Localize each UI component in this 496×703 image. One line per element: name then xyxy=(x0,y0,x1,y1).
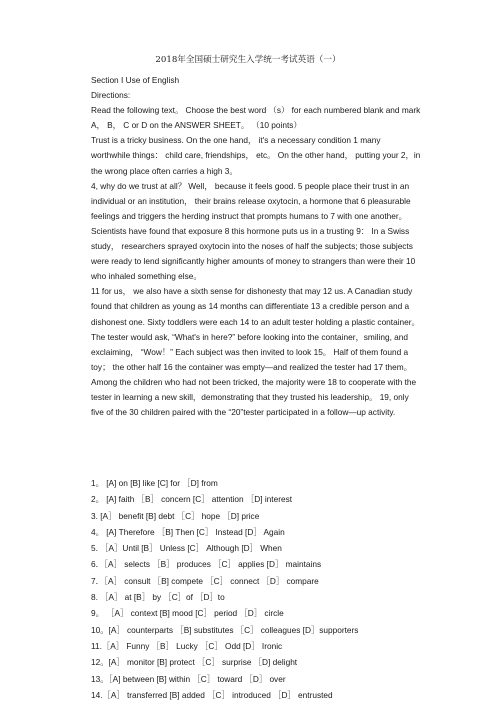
section-heading: Section I Use of English xyxy=(91,75,180,85)
option-line-1: 1。 [A] on [B] like [C] for ［D] from xyxy=(91,478,218,488)
option-line-14: 14.［A］ transferred [B] added ［C］ introduced ［D］ entrusted xyxy=(91,689,333,700)
directions-label: Directions: xyxy=(91,90,131,101)
paragraph-2: 4, why do we trust at all？ Well， because it feels good. 5 people place their trust in an individual or an institution， their brains release oxytocin, a hormone that 6 pleasurable feelings and triggers the herding instruct that prompts humans to 7 with one another。Scientists have found that exposure 8 this hormone puts us in a trusting 9： In a Swiss study， researchers sprayed oxytocin into the noses of half the subjects; those subjects were ready to lend significantly higher amounts of money to strangers than were their 10 who inhaled something else。 xyxy=(91,180,416,282)
option-line-5: 5. ［A］Until [B］ Unless [C］ Although [D］ When xyxy=(91,543,282,554)
option-line-9: 9。 ［A］ context [B] mood [C］ period ［D］ circle xyxy=(91,608,284,619)
option-line-3: 3. [A］ benefit [B] debt ［C］ hope ［D] price xyxy=(91,510,260,521)
option-line-12: 12。[A］ monitor [B] protect ［C］ surprise ［D] delight xyxy=(91,657,298,668)
answer-options xyxy=(91,475,421,703)
body-text xyxy=(91,73,421,420)
directions-text: Read the following text。 Choose the best word （s） for each numbered blank and mark A， B， C or D on the ANSWER SHEET。 （10 points） xyxy=(91,105,421,131)
paragraph-3: 11 for us， we also have a sixth sense for dishonesty that may 12 us. A Canadian study found that children as young as 14 months can differentiate 13 a credible person and a dishonest one. Sixty toddlers were each 14 to an adult tester holding a plastic container。 The tester would ask, “What's in here?” before looking into the container，smiling, and exclaiming， “Wow！” Each subject was then invited to look 15。 Half of them found a toy； the other half 16 the container was empty—and realized the tester had 17 them。 xyxy=(91,286,420,372)
option-line-8: 8. ［A］ at [B］ by ［C］of ［D］to xyxy=(91,592,225,603)
document-title: 2018年全国硕士研究生入学统一考试英语（一） xyxy=(155,55,341,65)
option-line-7: 7．［A］ consult ［B] compete ［C］ connect ［D］ compare xyxy=(91,575,319,586)
option-line-6: 6．［A］ selects ［B］ produces ［C］ applies [D］ maintains xyxy=(91,559,322,570)
option-line-10: 10。[A］ counterparts ［B] substitutes ［C］ colleagues [D］supporters xyxy=(91,624,359,635)
paragraph-4: Among the children who had not been tricked, the majority were 18 to cooperate with the tester in learning a new skill，demonstrating that they trusted his leadership。 19, only five of the 30 children paired with the “20”tester participated in a follow—up activity. xyxy=(91,376,417,418)
paragraph-1: Trust is a tricky business. On the one hand， it's a necessary condition 1 many worthwhile things： child care, friendships， etc。 On the other hand， putting your 2，in the wrong place often carries a high 3。 xyxy=(91,135,421,176)
option-line-2: 2。 [A] faith ［B］ concern [C］ attention ［D] interest xyxy=(91,494,293,505)
option-line-4: 4。 [A] Therefore ［B] Then [C］ Instead [D］ Again xyxy=(91,526,285,537)
option-line-11: 11.［A］ Funny ［B］ Lucky ［C］ Odd [D］ Ironic xyxy=(91,640,283,651)
option-line-13: 13。［A] between [B] within ［C］ toward ［D］ over xyxy=(91,673,286,684)
